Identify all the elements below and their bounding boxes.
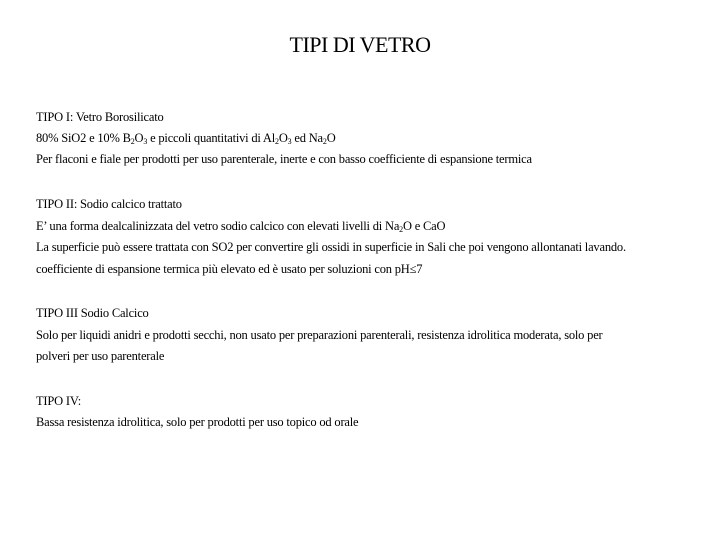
type-2-heading: TIPO II: Sodio calcico trattato: [36, 197, 182, 211]
page-title: TIPI DI VETRO: [289, 32, 431, 57]
type-2-description: La superficie può essere trattata con SO2 per convertire gli ossidi in superficie in Sali che poi vengono allontanati lavando.: [36, 240, 626, 254]
type-3-description-2: polveri per uso parenterale: [36, 349, 165, 363]
type-1-composition: 80% SiO2 e 10% $B_2O_3$ e piccoli quantitativi di $Al_2O_3$ ed $Na_2O$: [36, 131, 336, 146]
type-2-composition: E’ una forma dealcalinizzata del vetro sodio calcico con elevati livelli di $Na_2O$ e CaO: [36, 219, 446, 234]
type-3-description: Solo per liquidi anidri e prodotti secchi, non usato per preparazioni parenterali, resistenza idrolitica moderata, solo per: [36, 328, 603, 342]
type-1-description: Per flaconi e fiale per prodotti per uso parenterale, inerte e con basso coefficiente di espansione termica: [36, 152, 532, 166]
type-3-heading: TIPO III Sodio Calcico: [36, 306, 149, 320]
type-4-heading: TIPO IV:: [36, 394, 82, 408]
type-2-description-2: coefficiente di espansione termica più elevato ed è usato per soluzioni con pH≤7: [36, 262, 423, 276]
type-1-heading: TIPO I: Vetro Borosilicato: [36, 110, 164, 124]
type-4-description: Bassa resistenza idrolitica, solo per prodotti per uso topico od orale: [36, 415, 359, 429]
